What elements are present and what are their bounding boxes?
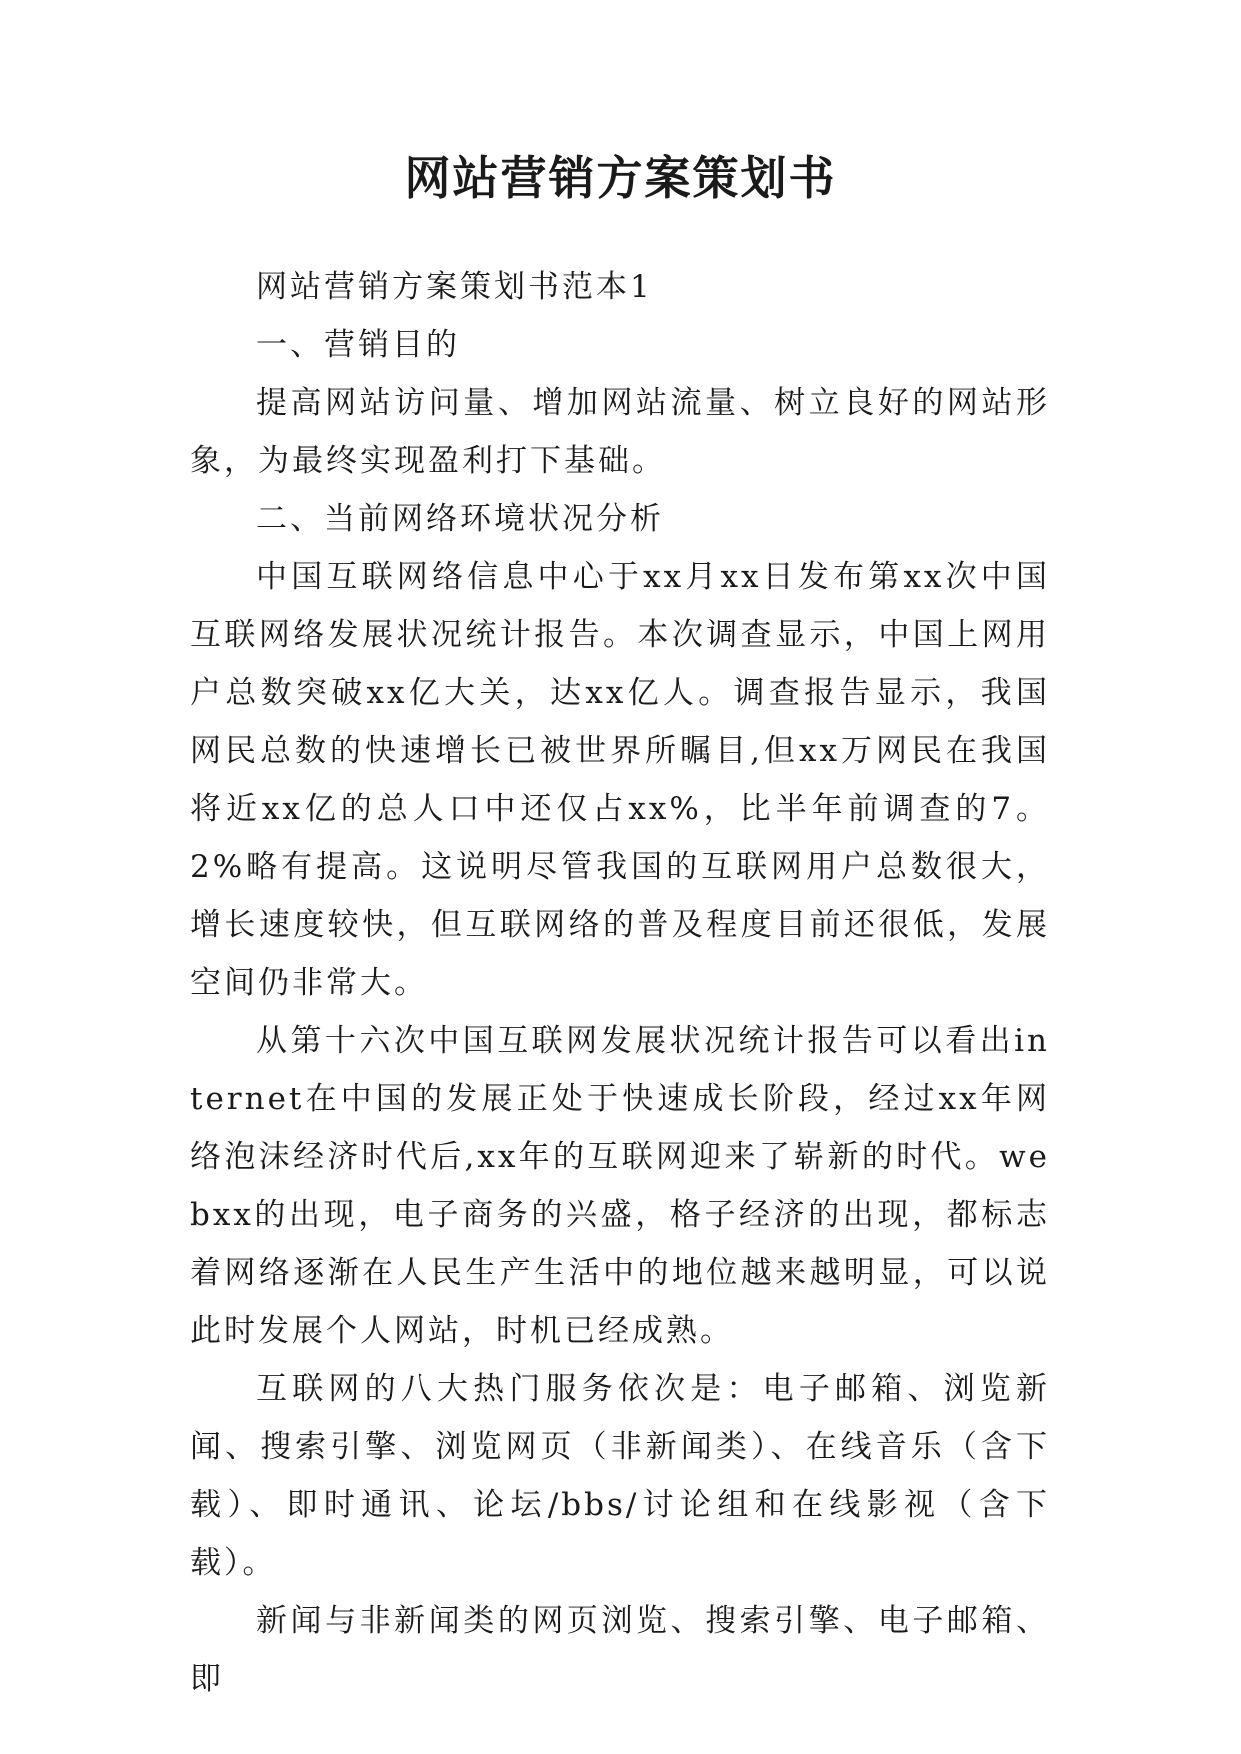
document-body (190, 258, 1050, 1708)
paragraph-section-2-heading: 二、当前网络环境状况分析 (256, 501, 664, 537)
paragraph-internet-growth: 从第十六次中国互联网发展状况统计报告可以看出internet在中国的发展正处于快速成长阶段，经过xx年网络泡沫经济时代后,xx年的互联网迎来了崭新的时代。webxx的出现，电子商务的兴盛，格子经济的出现，都标志着网络逐渐在人民生产生活中的地位越来越明显，可以说此时发展个人网站，时机已经成熟。 (190, 1023, 1050, 1349)
paragraph-section-1-heading: 一、营销目的 (256, 327, 460, 363)
paragraph-sample-heading: 网站营销方案策划书范本1 (256, 269, 653, 305)
paragraph-news-browsing: 新闻与非新闻类的网页浏览、搜索引擎、电子邮箱、即 (190, 1603, 1050, 1697)
paragraph-top-services: 互联网的八大热门服务依次是：电子邮箱、浏览新闻、搜索引擎、浏览网页（非新闻类）、在线音乐（含下载）、即时通讯、论坛/bbs/讨论组和在线影视（含下载）。 (190, 1371, 1050, 1581)
paragraph-cnnic-report: 中国互联网络信息中心于xx月xx日发布第xx次中国互联网络发展状况统计报告。本次调查显示，中国上网用户总数突破xx亿大关，达xx亿人。调查报告显示，我国网民总数的快速增长已被世界所瞩目,但xx万网民在我国将近xx亿的总人口中还仅占xx%，比半年前调查的7。2%略有提高。这说明尽管我国的互联网用户总数很大，增长速度较快，但互联网络的普及程度目前还很低，发展空间仍非常大。 (190, 559, 1050, 1001)
paragraph-marketing-goal: 提高网站访问量、增加网站流量、树立良好的网站形象，为最终实现盈利打下基础。 (190, 385, 1050, 479)
document-title: 网站营销方案策划书 (404, 151, 837, 205)
